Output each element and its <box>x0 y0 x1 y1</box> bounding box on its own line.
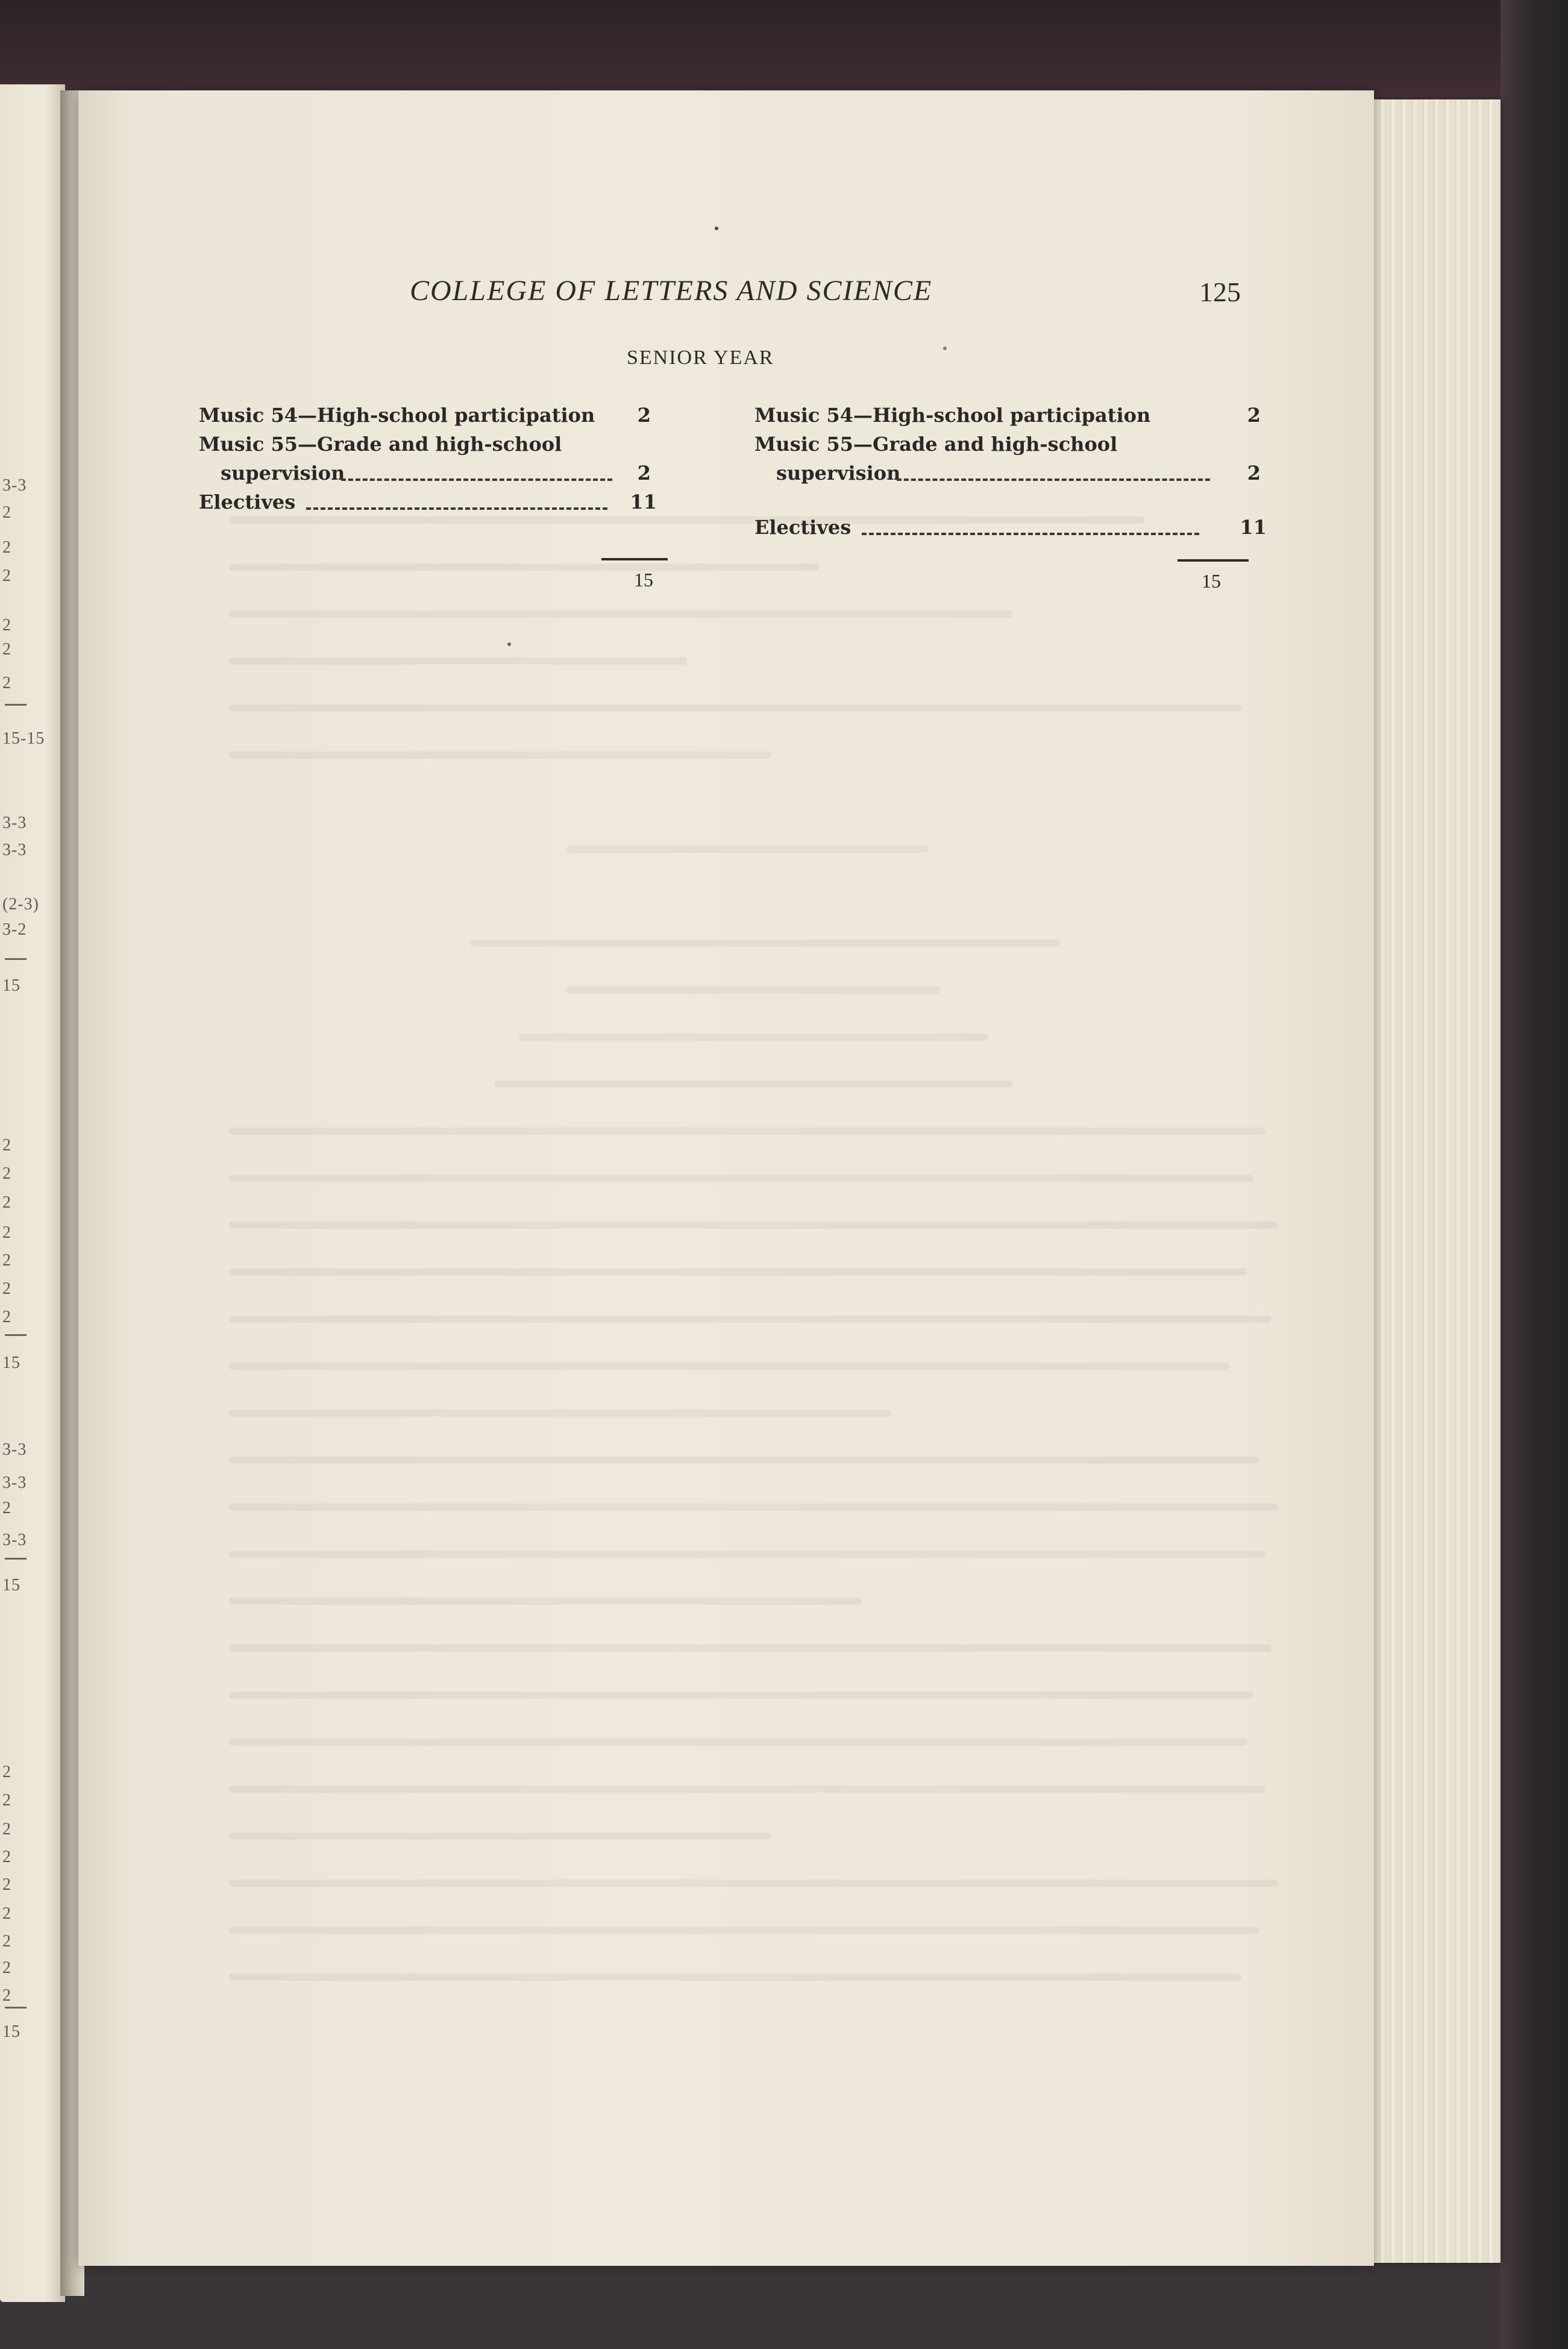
course-units: 11 <box>1240 516 1267 539</box>
facing-page-unit-value: 2 <box>2 503 11 522</box>
total-rule <box>1178 559 1249 562</box>
dot-leader <box>306 507 607 510</box>
facing-page-unit-value: 2 <box>2 566 11 585</box>
course-name: Music 55—Grade and high-school <box>754 433 1118 456</box>
facing-page-unit-value: 2 <box>2 1193 11 1212</box>
course-name: Music 55—Grade and high-school <box>199 433 562 456</box>
facing-page-unit-value: 15 <box>2 1353 20 1372</box>
page-number: 125 <box>1199 277 1241 307</box>
facing-page-unit-value: 3-3 <box>2 814 27 832</box>
course-row <box>199 404 669 430</box>
semester-total: 15 <box>634 569 653 591</box>
facing-page-unit-value: 3-3 <box>2 1473 27 1492</box>
course-name-continuation: supervision <box>776 462 901 485</box>
facing-page-unit-value: 3-3 <box>2 841 27 859</box>
book-cover-top <box>0 0 1568 105</box>
facing-page-unit-value: 2 <box>2 1986 11 2005</box>
facing-page-unit-value: 3-3 <box>2 476 27 495</box>
course-name: Music 54—High-school participation <box>199 404 595 427</box>
dot-leader <box>897 478 1210 481</box>
facing-page-total-rule <box>5 704 27 706</box>
course-row <box>754 404 1261 430</box>
facing-page-unit-value: 15 <box>2 976 20 995</box>
speck <box>943 347 947 350</box>
page-stack-fore-edge <box>1374 99 1501 2263</box>
facing-page-unit-value: 2 <box>2 1763 11 1781</box>
first-semester-column <box>199 404 669 597</box>
facing-page-unit-value: 15-15 <box>2 729 45 748</box>
facing-page-unit-value: 3-2 <box>2 920 27 939</box>
facing-page-unit-value: 2 <box>2 1875 11 1894</box>
facing-page-unit-value: 2 <box>2 1820 11 1839</box>
course-units: 11 <box>630 491 657 513</box>
facing-page-unit-value: 2 <box>2 1959 11 1977</box>
course-row <box>754 516 1267 542</box>
facing-page-total-rule <box>5 958 27 960</box>
facing-page-total-rule <box>5 2007 27 2009</box>
course-row <box>754 433 1261 459</box>
course-name: Electives <box>754 516 851 539</box>
course-units: 2 <box>1247 404 1261 427</box>
book-cover-right <box>1501 0 1568 2349</box>
facing-page-unit-value: 2 <box>2 1848 11 1866</box>
facing-page-unit-value: 2 <box>2 1499 11 1517</box>
facing-page-unit-value: 2 <box>2 1308 11 1326</box>
speck <box>507 642 511 646</box>
dot-leader <box>341 478 612 481</box>
running-head-title: COLLEGE OF LETTERS AND SCIENCE <box>410 275 933 307</box>
facing-page-unit-value: 2 <box>2 1932 11 1951</box>
course-name: Music 54—High-school participation <box>754 404 1151 427</box>
facing-page-unit-value: (2-3) <box>2 895 39 914</box>
second-semester-column <box>754 404 1267 603</box>
facing-page-unit-value: 2 <box>2 1251 11 1270</box>
facing-page-unit-value: 3-3 <box>2 1440 27 1459</box>
dot-leader <box>862 533 1199 535</box>
facing-page-unit-value: 2 <box>2 674 11 692</box>
facing-page-unit-value: 15 <box>2 1576 20 1595</box>
facing-page-unit-value: 2 <box>2 640 11 659</box>
semester-total: 15 <box>1202 570 1221 592</box>
course-row-continuation <box>754 462 1261 488</box>
course-units: 2 <box>1247 462 1261 485</box>
facing-page-total-rule <box>5 1558 27 1560</box>
facing-page-unit-value: 15 <box>2 2022 20 2041</box>
speck <box>715 227 718 230</box>
facing-page-unit-value: 2 <box>2 1279 11 1298</box>
course-units: 2 <box>637 404 651 427</box>
course-units: 2 <box>637 462 651 485</box>
course-row-continuation <box>199 462 669 488</box>
course-row <box>199 433 669 459</box>
facing-page-unit-value: 3-3 <box>2 1531 27 1549</box>
course-name-continuation: supervision <box>221 462 345 485</box>
bleed-through-text <box>229 494 1302 2061</box>
facing-page-unit-value: 2 <box>2 1136 11 1155</box>
course-row <box>199 491 669 517</box>
facing-page-margin-numbers <box>0 0 60 2349</box>
facing-page-unit-value: 2 <box>2 538 11 557</box>
facing-page-unit-value: 2 <box>2 1791 11 1810</box>
facing-page-unit-value: 2 <box>2 1164 11 1183</box>
facing-page-unit-value: 2 <box>2 616 11 635</box>
facing-page-total-rule <box>5 1334 27 1336</box>
course-name: Electives <box>199 491 296 513</box>
facing-page-unit-value: 2 <box>2 1904 11 1923</box>
total-rule <box>601 558 668 560</box>
section-title: SENIOR YEAR <box>627 347 774 369</box>
facing-page-unit-value: 2 <box>2 1223 11 1242</box>
